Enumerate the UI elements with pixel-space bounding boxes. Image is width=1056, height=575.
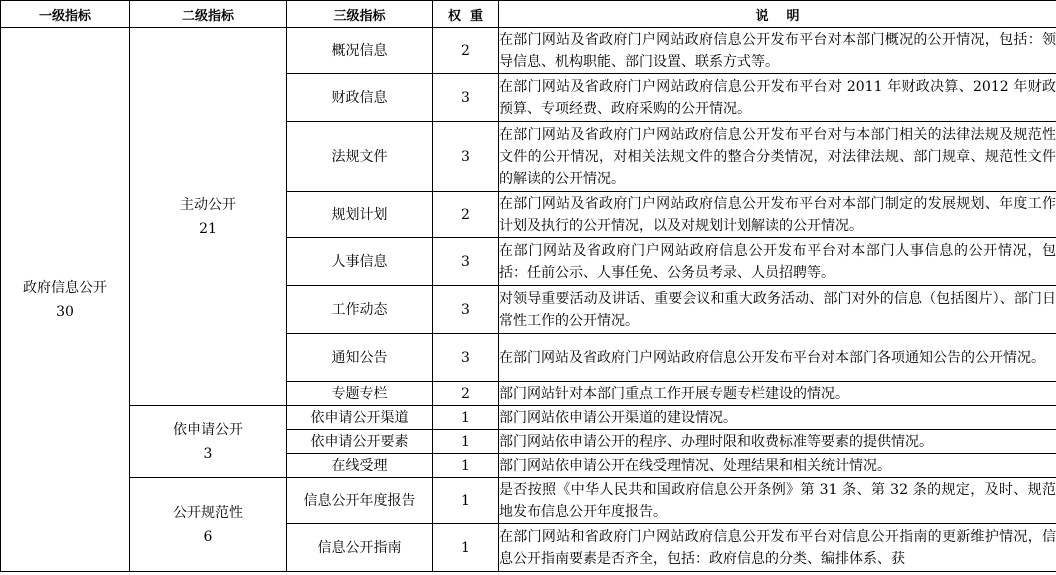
- item-description: 部门网站针对本部门重点工作开展专题专栏建设的情况。: [499, 382, 1056, 406]
- item-description: 在部门网站及省政府门户网站政府信息公开发布平台对本部门制定的发展规划、年度工作计划及执行的公开情况，以及对规划计划解读的公开情况。: [499, 192, 1056, 238]
- item-name: 信息公开指南: [287, 524, 433, 572]
- item-description: 部门网站依申请公开渠道的建设情况。: [499, 406, 1056, 430]
- group-score: 6: [203, 528, 213, 545]
- item-weight: 2: [433, 192, 499, 238]
- item-description: 在部门网站及省政府门户网站政府信息公开发布平台对 2011 年财政决算、2012 年财政预算、专项经费、政府采购的公开情况。: [499, 74, 1056, 122]
- header-row: [1, 1, 1056, 28]
- group-name: 主动公开: [180, 196, 236, 213]
- item-weight: 1: [433, 430, 499, 454]
- table-row: [1, 478, 1056, 524]
- group-cell-proactive: [130, 28, 287, 406]
- item-description: 在部门网站及省政府门户网站政府信息公开发布平台对与本部门相关的法律法规及规范性文件的公开情况，对相关法规文件的整合分类情况，对法律法规、部门规章、规范性文件的解读的公开情况。: [499, 122, 1056, 192]
- item-weight: 3: [433, 122, 499, 192]
- item-description: 部门网站依申请公开的程序、办理时限和收费标准等要素的提供情况。: [499, 430, 1056, 454]
- header-level2: 二级指标: [130, 1, 287, 28]
- header-description: 说 明: [499, 1, 1056, 28]
- item-weight: 3: [433, 334, 499, 382]
- header-weight: 权 重: [433, 1, 499, 28]
- item-name: 法规文件: [287, 122, 433, 192]
- group-score: 21: [199, 220, 217, 237]
- item-description: 在部门网站及省政府门户网站政府信息公开发布平台对本部门概况的公开情况，包括：领导信息、机构职能、部门设置、联系方式等。: [499, 28, 1056, 74]
- item-name: 财政信息: [287, 74, 433, 122]
- group-name: 依申请公开: [173, 421, 243, 438]
- header-level1: 一级指标: [1, 1, 130, 28]
- group-score: 3: [203, 445, 213, 462]
- group-cell-on-request: [130, 406, 287, 478]
- item-name: 人事信息: [287, 238, 433, 286]
- level1-cell: [1, 28, 130, 572]
- item-weight: 1: [433, 454, 499, 478]
- item-name: 信息公开年度报告: [287, 478, 433, 524]
- table-row: [1, 28, 1056, 74]
- item-description: 在部门网站及省政府门户网站政府信息公开发布平台对本部门各项通知公告的公开情况。: [499, 334, 1056, 382]
- item-weight: 3: [433, 238, 499, 286]
- item-description: 对领导重要活动及讲话、重要会议和重大政务活动、部门对外的信息（包括图片）、部门日常性工作的公开情况。: [499, 286, 1056, 334]
- level1-name: 政府信息公开: [23, 279, 107, 296]
- header-level3: 三级指标: [287, 1, 433, 28]
- item-name: 依申请公开要素: [287, 430, 433, 454]
- item-name: 在线受理: [287, 454, 433, 478]
- item-name: 规划计划: [287, 192, 433, 238]
- group-name: 公开规范性: [173, 504, 243, 521]
- item-weight: 2: [433, 28, 499, 74]
- item-description: 部门网站依申请公开在线受理情况、处理结果和相关统计情况。: [499, 454, 1056, 478]
- group-cell-standardization: [130, 478, 287, 572]
- item-weight: 1: [433, 524, 499, 572]
- item-description: 在部门网站和省政府门户网站政府信息公开发布平台对信息公开指南的更新维护情况，信息公开指南要素是否齐全，包括：政府信息的分类、编排体系、获: [499, 524, 1056, 572]
- item-name: 概况信息: [287, 28, 433, 74]
- table-row: [1, 406, 1056, 430]
- item-weight: 3: [433, 286, 499, 334]
- item-name: 工作动态: [287, 286, 433, 334]
- item-weight: 2: [433, 382, 499, 406]
- item-weight: 3: [433, 74, 499, 122]
- item-weight: 1: [433, 478, 499, 524]
- item-name: 专题专栏: [287, 382, 433, 406]
- item-weight: 1: [433, 406, 499, 430]
- level1-score: 30: [56, 303, 74, 320]
- item-description: 在部门网站及省政府门户网站政府信息公开发布平台对本部门人事信息的公开情况，包括：任前公示、人事任免、公务员考录、人员招聘等。: [499, 238, 1056, 286]
- item-name: 依申请公开渠道: [287, 406, 433, 430]
- item-description: 是否按照《中华人民共和国政府信息公开条例》第 31 条、第 32 条的规定，及时、规范地发布信息公开年度报告。: [499, 478, 1056, 524]
- item-name: 通知公告: [287, 334, 433, 382]
